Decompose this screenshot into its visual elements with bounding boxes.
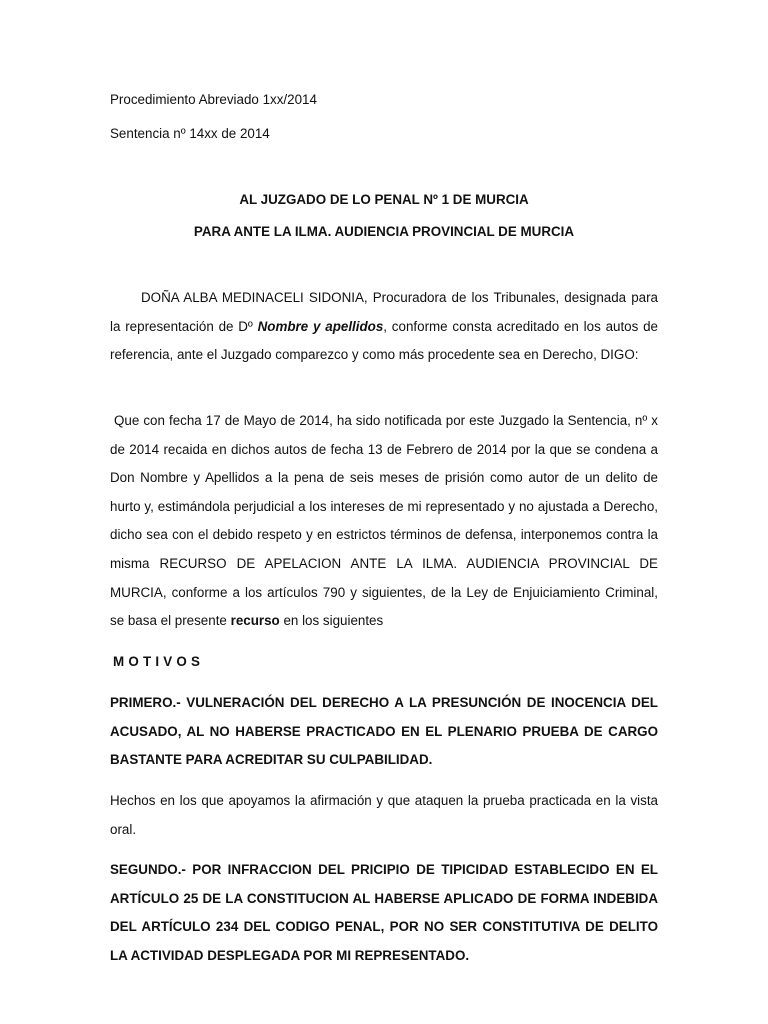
intro-paragraph — [110, 284, 658, 370]
recurso-bold-word: recurso — [230, 613, 280, 629]
motivos-heading: MOTIVOS — [113, 654, 205, 669]
addressee-juzgado: AL JUZGADO DE LO PENAL Nº 1 DE MURCIA — [239, 192, 529, 207]
addressee-audiencia: PARA ANTE LA ILMA. AUDIENCIA PROVINCIAL DE MURCIA — [193, 224, 575, 239]
primero-text: Hechos en los que apoyamos la afirmación y que ataquen la prueba practicada en la vista oral. — [110, 793, 658, 837]
body-paragraph — [110, 407, 658, 636]
sentencia-line: Sentencia nº 14xx de 2014 — [110, 126, 270, 141]
primero-heading: PRIMERO.- VULNERACIÓN DEL DERECHO A LA PRESUNCIÓN DE INOCENCIA DEL ACUSADO, AL NO HABERSE PRACTICADO EN EL PLENARIO PRUEBA DE CARGO BASTANTE PARA ACREDITAR SU CULPABILIDAD. — [110, 695, 658, 768]
body-text-start: Que con fecha 17 de Mayo de 2014, ha sido notificada por este Juzgado la Sentencia, nº x de 2014 recaida en dichos autos de fecha 13 de Febrero de 2014 por la que se condena a Don Nombre y Apellidos a la pena de seis meses de prisión como autor de un delito de hurto y, estimándola perjudicial a los intereses de mi representado y no ajustada a Derecho, dicho sea con el debido respeto y en estrictos términos de defensa, interponemos contra la misma RECURSO DE APELACION ANTE LA ILMA. AUDIENCIA PROVINCIAL DE MURCIA, conforme a los artículos 790 y siguientes, de la Ley de Enjuiciamiento Criminal, se basa el presente — [110, 413, 658, 629]
segundo-heading: SEGUNDO.- POR INFRACCION DEL PRICIPIO DE TIPICIDAD ESTABLECIDO EN EL ARTÍCULO 25 DE LA CONSTITUCION AL HABERSE APLICADO DE FORMA INDEBIDA DEL ARTÍCULO 234 DEL CODIGO PENAL, POR NO SER CONSTITUTIVA DE DELITO LA ACTIVIDAD DESPLEGADA POR MI REPRESENTADO. — [110, 862, 658, 963]
body-text-end: en los siguientes — [279, 613, 384, 629]
procedimiento-line: Procedimiento Abreviado 1xx/2014 — [110, 92, 317, 107]
client-name-placeholder: Nombre y apellidos — [257, 318, 384, 334]
intro-text-start: DOÑA ALBA MEDINACELI SIDONIA, Procuradora de los Tribunales, designada para la representación de Dº — [110, 290, 658, 334]
intro-text-end: , conforme consta acreditado en los autos de referencia, ante el Juzgado comparezco y como más procedente sea en Derecho, DIGO: — [110, 318, 659, 363]
